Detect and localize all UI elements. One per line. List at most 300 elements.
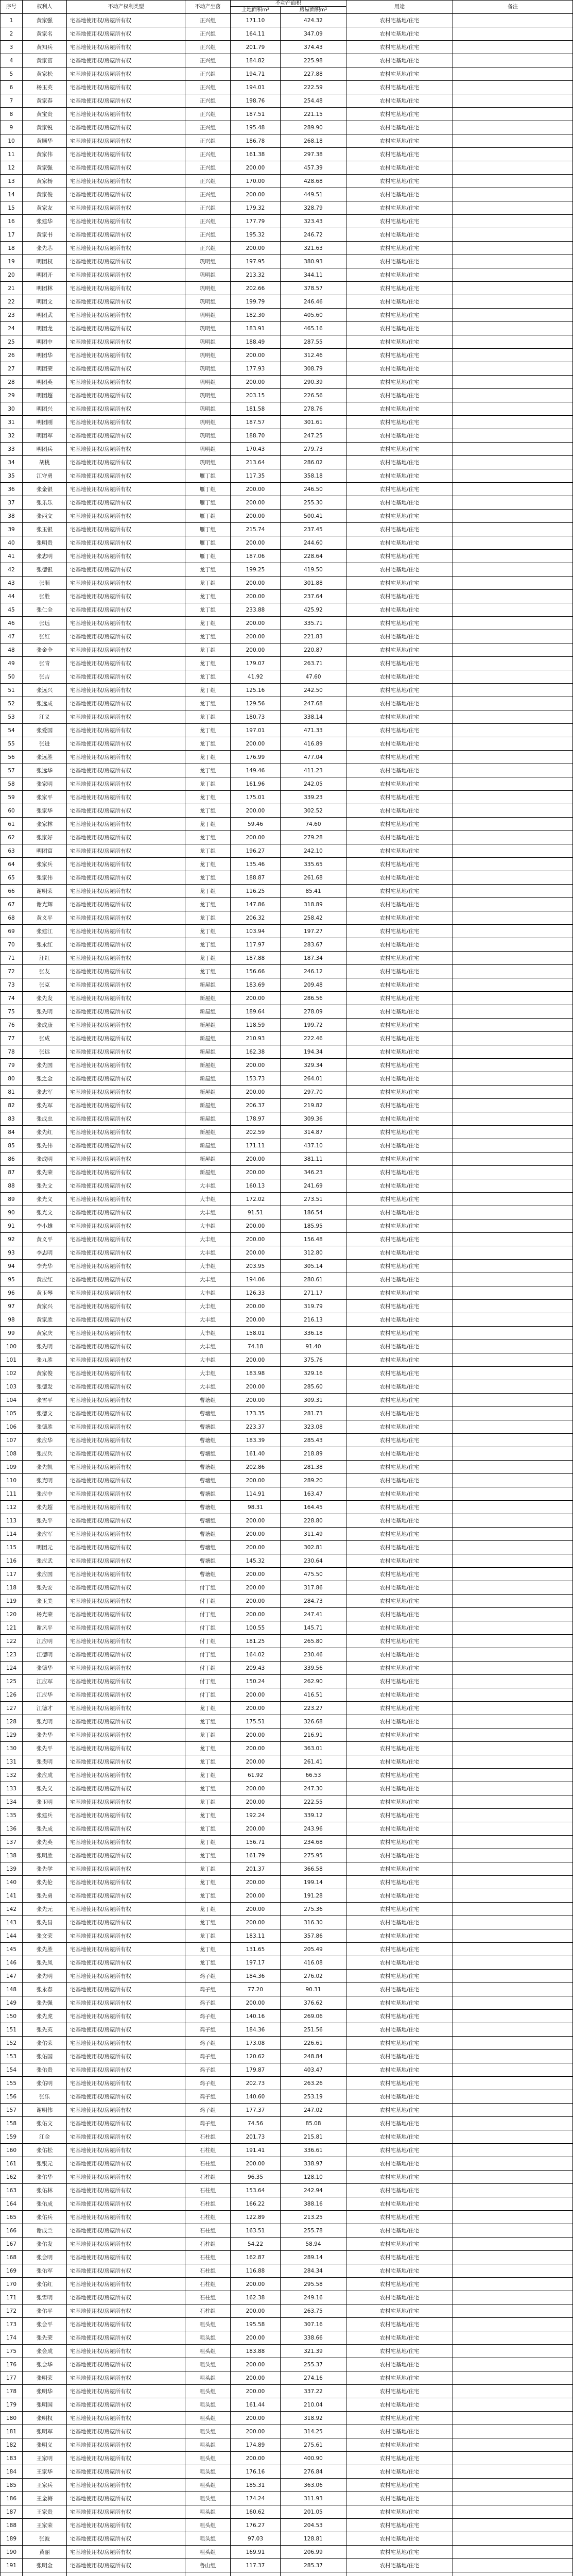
cell-location: 龙丁组 [185,952,231,965]
cell-owner: 张先英 [23,1836,67,1849]
cell-owner: 王家明 [23,2452,67,2465]
cell-house-area: 308.79 [281,362,346,376]
cell-no: 6 [0,81,23,94]
cell-house-area: 186.54 [281,1206,346,1219]
cell-owner: 张银元 [23,2157,67,2171]
cell-right-type: 宅基地使用权/房屋所有权 [67,550,185,563]
cell-remark [453,295,573,309]
table-row [0,550,573,563]
cell-location: 龙丁组 [185,885,231,898]
cell-no: 3 [0,41,23,54]
cell-right-type: 宅基地使用权/房屋所有权 [67,2184,185,2197]
cell-land-area: 210.93 [231,1032,281,1045]
cell-use: 农村宅基地/住宅 [346,67,453,81]
cell-use: 农村宅基地/住宅 [346,844,453,858]
cell-no: 36 [0,483,23,496]
cell-use: 农村宅基地/住宅 [346,2318,453,2331]
cell-remark [453,2144,573,2157]
table-row [0,1662,573,1675]
cell-remark [453,858,573,871]
cell-location: 巩明组 [185,268,231,282]
cell-house-area: 279.73 [281,443,346,456]
cell-house-area: 226.61 [281,2037,346,2050]
cell-house-area: 286.02 [281,456,346,469]
cell-use: 农村宅基地/住宅 [346,643,453,657]
cell-use: 农村宅基地/住宅 [346,161,453,175]
cell-location: 咀头组 [185,2412,231,2425]
cell-no: 133 [0,1782,23,1795]
cell-use: 农村宅基地/住宅 [346,2238,453,2251]
cell-land-area: 171.11 [231,1139,281,1153]
cell-location: 曹塘组 [185,1447,231,1461]
cell-use: 农村宅基地/住宅 [346,2184,453,2197]
table-row [0,911,573,925]
cell-no: 114 [0,1528,23,1541]
cell-location: 大丰组 [185,1300,231,1313]
cell-owner: 江德才 [23,1702,67,1715]
cell-no: 150 [0,2010,23,2023]
cell-owner: 张先胜 [23,1943,67,1956]
cell-use: 农村宅基地/住宅 [346,483,453,496]
cell-house-area: 223.27 [281,1702,346,1715]
cell-use: 农村宅基地/住宅 [346,416,453,429]
cell-right-type: 宅基地使用权/房屋所有权 [67,871,185,885]
cell-no: 127 [0,1702,23,1715]
cell-right-type: 宅基地使用权/房屋所有权 [67,1742,185,1755]
cell-right-type: 宅基地使用权/房屋所有权 [67,818,185,831]
table-row [0,898,573,911]
cell-remark [453,1795,573,1809]
cell-use: 农村宅基地/住宅 [346,1608,453,1621]
cell-remark [453,764,573,777]
cell-right-type: 宅基地使用权/房屋所有权 [67,1621,185,1635]
cell-use: 农村宅基地/住宅 [346,349,453,362]
cell-owner: 张应国 [23,1568,67,1581]
cell-remark [453,2345,573,2358]
cell-remark [453,603,573,617]
table-row [0,201,573,215]
cell-remark [453,523,573,536]
cell-owner: 明团龙 [23,322,67,335]
cell-owner: 张应军 [23,1528,67,1541]
table-row [0,2532,573,2546]
cell-house-area [281,2572,346,2576]
cell-no: 179 [0,2398,23,2412]
table-row [0,1929,573,1943]
table-row [0,349,573,362]
cell-no: 11 [0,148,23,161]
cell-owner: 黄顺华 [23,134,67,148]
cell-no: 156 [0,2090,23,2104]
cell-use: 农村宅基地/住宅 [346,1273,453,1286]
table-row [0,2037,573,2050]
cell-right-type: 宅基地使用权/房屋所有权 [67,1715,185,1728]
cell-land-area: 200.00 [231,1782,281,1795]
cell-use: 农村宅基地/住宅 [346,402,453,416]
cell-location: 咀头组 [185,2438,231,2452]
cell-use: 农村宅基地/住宅 [346,108,453,121]
cell-location: 咀头组 [185,2505,231,2519]
cell-house-area: 255.37 [281,2358,346,2371]
cell-house-area: 243.96 [281,1822,346,1836]
table-row [0,1179,573,1193]
cell-right-type: 宅基地使用权/房屋所有权 [67,1233,185,1246]
cell-location: 咀头组 [185,2425,231,2438]
cell-remark [453,2130,573,2144]
cell-owner: 张佑平 [23,2304,67,2318]
cell-no: 66 [0,885,23,898]
cell-location: 巩明组 [185,402,231,416]
cell-land-area: 156.71 [231,1836,281,1849]
cell-remark [453,938,573,952]
table-row [0,1099,573,1112]
cell-house-area: 400.90 [281,2452,346,2465]
cell-right-type: 宅基地使用权/房屋所有权 [67,1353,185,1367]
cell-remark [453,134,573,148]
cell-no: 16 [0,215,23,228]
cell-land-area: 183.11 [231,1929,281,1943]
table-row [0,858,573,871]
cell-right-type: 宅基地使用权/房屋所有权 [67,2130,185,2144]
cell-use: 农村宅基地/住宅 [346,1166,453,1179]
cell-land-area: 178.97 [231,1112,281,1126]
cell-no: 111 [0,1487,23,1501]
cell-house-area: 163.47 [281,1487,346,1501]
table-row [0,2157,573,2171]
cell-house-area: 201.05 [281,2505,346,2519]
cell-location: 龙丁组 [185,724,231,737]
cell-land-area: 200.00 [231,1996,281,2010]
cell-use: 农村宅基地/住宅 [346,2090,453,2104]
table-row [0,1501,573,1514]
cell-land-area: 215.74 [231,523,281,536]
cell-use: 农村宅基地/住宅 [346,885,453,898]
cell-location: 曹塘组 [185,1568,231,1581]
cell-right-type: 宅基地使用权/房屋所有权 [67,858,185,871]
cell-use: 农村宅基地/住宅 [346,510,453,523]
cell-house-area: 425.92 [281,603,346,617]
cell-owner: 明团文 [23,295,67,309]
cell-use: 农村宅基地/住宅 [346,1032,453,1045]
cell-remark [453,121,573,134]
cell-remark [453,2412,573,2425]
cell-use: 农村宅基地/住宅 [346,978,453,992]
cell-use: 农村宅基地/住宅 [346,992,453,1005]
cell-owner: 王家荣 [23,2519,67,2532]
cell-land-area: 126.33 [231,1286,281,1300]
table-row [0,2492,573,2505]
cell-no: 191 [0,2559,23,2572]
cell-no: 15 [0,201,23,215]
cell-right-type: 宅基地使用权/房屋所有权 [67,1260,185,1273]
cell-right-type: 宅基地使用权/房屋所有权 [67,2211,185,2224]
cell-use: 农村宅基地/住宅 [346,1635,453,1648]
cell-right-type: 宅基地使用权/房屋所有权 [67,2224,185,2238]
cell-location: 咀头组 [185,2318,231,2331]
cell-no: 186 [0,2492,23,2505]
cell-right-type: 宅基地使用权/房屋所有权 [67,764,185,777]
cell-no: 1 [0,14,23,27]
cell-use: 农村宅基地/住宅 [346,215,453,228]
cell-remark [453,2157,573,2171]
cell-right-type: 宅基地使用权/房屋所有权 [67,496,185,510]
table-row [0,590,573,603]
cell-house-area: 316.30 [281,1916,346,1929]
cell-no: 17 [0,228,23,242]
table-row [0,402,573,416]
cell-right-type: 宅基地使用权/房屋所有权 [67,1380,185,1394]
cell-owner: 王金梅 [23,2492,67,2505]
cell-right-type: 宅基地使用权/房屋所有权 [67,175,185,188]
cell-remark [453,2037,573,2050]
cell-land-area: 200.00 [231,1353,281,1367]
cell-land-area: 200.00 [231,1528,281,1541]
cell-house-area: 363.06 [281,2479,346,2492]
cell-no: 40 [0,536,23,550]
cell-land-area: 189.64 [231,1005,281,1019]
cell-right-type: 宅基地使用权/房屋所有权 [67,925,185,938]
cell-right-type: 宅基地使用权/房屋所有权 [67,309,185,322]
cell-no: 174 [0,2331,23,2345]
cell-location: 龙丁组 [185,871,231,885]
cell-use: 农村宅基地/住宅 [346,1139,453,1153]
cell-remark [453,1233,573,1246]
cell-use: 农村宅基地/住宅 [346,1648,453,1662]
cell-house-area: 329.16 [281,1367,346,1380]
cell-no: 91 [0,1219,23,1233]
cell-house-area: 247.25 [281,429,346,443]
cell-no: 158 [0,2117,23,2130]
table-row [0,2438,573,2452]
cell-land-area: 200.00 [231,2425,281,2438]
cell-no: 41 [0,550,23,563]
cell-owner: 张成忠 [23,1112,67,1126]
cell-owner: 张应武 [23,1554,67,1568]
cell-owner: 张先明 [23,1340,67,1353]
cell-land-area: 200.00 [231,1233,281,1246]
cell-house-area: 246.50 [281,483,346,496]
cell-house-area: 297.38 [281,148,346,161]
cell-land-area: 200.00 [231,2385,281,2398]
cell-land-area: 98.31 [231,1501,281,1514]
cell-house-area: 363.01 [281,1742,346,1755]
table-row [0,2211,573,2224]
cell-owner: 张先荣 [23,2331,67,2345]
cell-remark [453,1822,573,1836]
cell-house-area: 337.22 [281,2385,346,2398]
cell-remark [453,550,573,563]
table-row [0,777,573,791]
cell-remark [453,2023,573,2037]
cell-owner: 张佑荣 [23,2037,67,2050]
cell-use: 农村宅基地/住宅 [346,282,453,295]
cell-right-type: 宅基地使用权/房屋所有权 [67,2398,185,2412]
cell-location: 龙丁组 [185,777,231,791]
cell-owner: 王家华 [23,2465,67,2479]
cell-house-area: 242.05 [281,777,346,791]
cell-remark [453,483,573,496]
table-row [0,2412,573,2425]
cell-use: 农村宅基地/住宅 [346,1728,453,1742]
header-land-area: 土地面积m² [231,7,281,14]
cell-house-area: 275.36 [281,1903,346,1916]
cell-no: 19 [0,255,23,268]
table-row [0,1367,573,1380]
cell-no: 104 [0,1394,23,1407]
cell-location: 龙丁组 [185,1795,231,1809]
cell-remark [453,1367,573,1380]
cell-remark [453,2010,573,2023]
cell-no: 10 [0,134,23,148]
table-row [0,1005,573,1019]
cell-location: 鸡子组 [185,2063,231,2077]
cell-land-area: 201.73 [231,2130,281,2144]
cell-no: 53 [0,710,23,724]
cell-remark [453,1193,573,1206]
header-use: 用途 [346,0,453,14]
cell-house-area: 347.09 [281,27,346,41]
cell-land-area: 100.55 [231,1621,281,1635]
cell-location: 龙丁组 [185,831,231,844]
cell-no: 21 [0,282,23,295]
table-row [0,764,573,777]
cell-owner: 王家贵 [23,2505,67,2519]
cell-location: 龙丁组 [185,1755,231,1769]
cell-right-type: 宅基地使用权/房屋所有权 [67,322,185,335]
cell-owner: 张仁全 [23,603,67,617]
cell-house-area: 197.27 [281,925,346,938]
table-row [0,1742,573,1755]
cell-location: 大丰组 [185,1353,231,1367]
cell-land-area: 196.27 [231,844,281,858]
cell-house-area: 263.26 [281,2077,346,2090]
cell-house-area: 500.41 [281,510,346,523]
cell-right-type: 宅基地使用权/房屋所有权 [67,978,185,992]
cell-land-area: 186.78 [231,134,281,148]
cell-right-type: 宅基地使用权/房屋所有权 [67,657,185,670]
cell-house-area: 312.80 [281,1246,346,1260]
cell-remark [453,2197,573,2211]
cell-use: 农村宅基地/住宅 [346,911,453,925]
table-row [0,2572,573,2576]
cell-remark [453,1862,573,1876]
cell-location: 大丰组 [185,1219,231,1233]
cell-no: 52 [0,697,23,710]
cell-land-area: 177.37 [231,2104,281,2117]
cell-location: 巩明组 [185,429,231,443]
cell-use: 农村宅基地/住宅 [346,1541,453,1554]
cell-right-type: 宅基地使用权/房屋所有权 [67,603,185,617]
cell-no: 112 [0,1501,23,1514]
cell-right-type: 宅基地使用权/房屋所有权 [67,1179,185,1193]
cell-right-type: 宅基地使用权/房屋所有权 [67,14,185,27]
cell-right-type: 宅基地使用权/房屋所有权 [67,2532,185,2546]
table-row [0,1715,573,1728]
cell-owner: 张成康 [23,1019,67,1032]
cell-remark [453,1327,573,1340]
cell-no: 181 [0,2425,23,2438]
cell-right-type: 宅基地使用权/房屋所有权 [67,1086,185,1099]
cell-owner: 明团兵 [23,443,67,456]
cell-remark [453,1608,573,1621]
table-row [0,844,573,858]
cell-remark [453,978,573,992]
cell-land-area: 200.00 [231,1219,281,1233]
cell-remark [453,1742,573,1755]
cell-house-area: 261.68 [281,871,346,885]
cell-right-type: 宅基地使用权/房屋所有权 [67,1045,185,1059]
cell-remark [453,1032,573,1045]
table-row [0,737,573,751]
cell-no: 42 [0,563,23,577]
cell-land-area: 200.00 [231,242,281,255]
header-no: 序号 [0,0,23,14]
cell-house-area: 323.08 [281,1420,346,1434]
cell-remark [453,1876,573,1889]
table-row [0,871,573,885]
cell-use: 农村宅基地/住宅 [346,523,453,536]
cell-location: 龙丁组 [185,844,231,858]
cell-use: 农村宅基地/住宅 [346,1621,453,1635]
cell-remark [453,1394,573,1407]
cell-house-area: 326.68 [281,1715,346,1728]
cell-land-area: 164.02 [231,1648,281,1662]
cell-owner: 张远成 [23,697,67,710]
cell-house-area: 276.02 [281,1970,346,1983]
cell-owner: 明团荣 [23,362,67,376]
cell-land-area: 200.00 [231,617,281,630]
cell-right-type: 宅基地使用权/房屋所有权 [67,349,185,362]
cell-right-type: 宅基地使用权/房屋所有权 [67,1206,185,1219]
cell-land-area: 191.41 [231,2144,281,2157]
cell-right-type: 宅基地使用权/房屋所有权 [67,1514,185,1528]
table-row [0,2171,573,2184]
cell-no: 125 [0,1675,23,1688]
table-row [0,1086,573,1099]
cell-location: 鸡子组 [185,1970,231,1983]
cell-right-type: 宅基地使用权/房屋所有权 [67,81,185,94]
table-row [0,1260,573,1273]
table-row [0,657,573,670]
cell-no: 34 [0,456,23,469]
cell-no: 39 [0,523,23,536]
cell-location: 巩明组 [185,255,231,268]
cell-use: 农村宅基地/住宅 [346,764,453,777]
cell-remark [453,992,573,1005]
cell-land-area: 114.91 [231,1487,281,1501]
cell-remark [453,1688,573,1702]
table-row [0,684,573,697]
cell-no: 160 [0,2144,23,2157]
cell-use: 农村宅基地/住宅 [346,2251,453,2264]
cell-remark [453,1353,573,1367]
cell-land-area: 200.00 [231,1608,281,1621]
table-row [0,1755,573,1769]
cell-house-area: 338.14 [281,710,346,724]
table-row [0,268,573,282]
cell-land-area: 200.00 [231,992,281,1005]
cell-no: 4 [0,54,23,67]
cell-location: 曹塘组 [185,1541,231,1554]
cell-use: 农村宅基地/住宅 [346,710,453,724]
cell-location: 龙丁组 [185,938,231,952]
cell-use: 农村宅基地/住宅 [346,2519,453,2532]
cell-land-area: 187.51 [231,108,281,121]
cell-use: 农村宅基地/住宅 [346,54,453,67]
cell-use: 农村宅基地/住宅 [346,858,453,871]
cell-owner: 江守勇 [23,469,67,483]
cell-right-type: 宅基地使用权/房屋所有权 [67,536,185,550]
